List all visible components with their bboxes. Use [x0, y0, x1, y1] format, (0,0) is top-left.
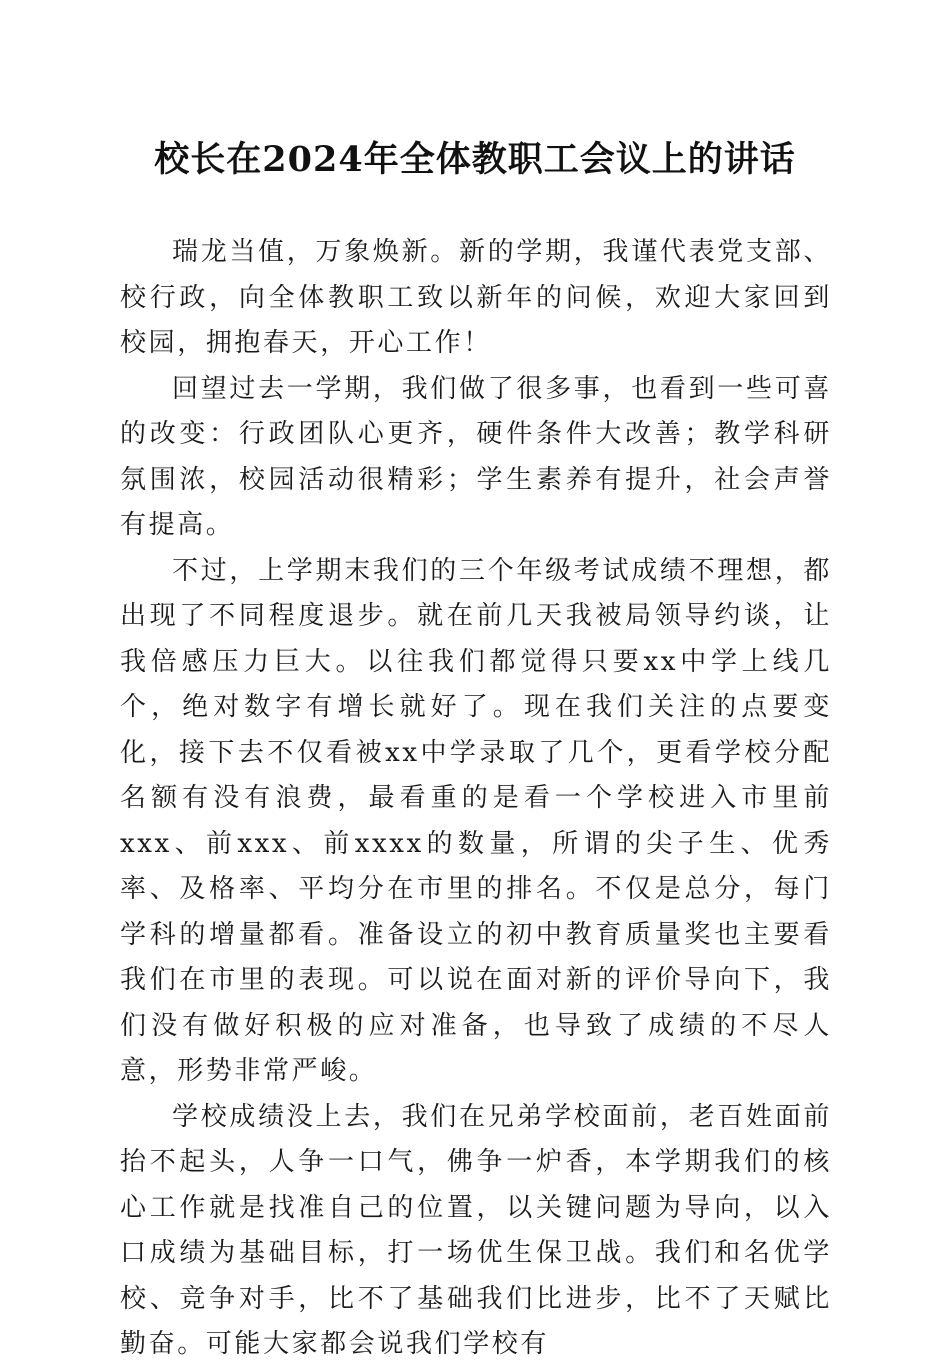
paragraph-greeting: 瑞龙当值，万象焕新。新的学期，我谨代表党支部、校行政，向全体教职工致以新年的问候，欢迎大家回到校园，拥抱春天，开心工作！ — [120, 237, 832, 358]
document-body — [120, 230, 832, 1368]
paragraph-core-work: 学校成绩没上去，我们在兄弟学校面前，老百姓面前抬不起头，人争一口气，佛争一炉香，本学期我们的核心工作就是找准自己的位置，以关键问题为导向，以入口成绩为基础目标，打一场优生保卫战。我们和名优学校、竞争对手，比不了基础我们比进步，比不了天赋比勤奋。可能大家都会说我们学校有 — [120, 1101, 832, 1359]
paragraph-problems: 不过，上学期末我们的三个年级考试成绩不理想，都出现了不同程度退步。就在前几天我被局领导约谈，让我倍感压力巨大。以往我们都觉得只要xx中学上线几个，绝对数字有增长就好了。现在我们关注的点要变化，接下去不仅看被xx中学录取了几个，更看学校分配名额有没有浪费，最看重的是看一个学校进入市里前xxx、前xxx、前xxxx的数量，所谓的尖子生、优秀率、及格率、平均分在市里的排名。不仅是总分，每门学科的增量都看。准备设立的初中教育质量奖也主要看我们在市里的表现。可以说在面对新的评价导向下，我们没有做好积极的应对准备，也导致了成绩的不尽人意，形势非常严峻。 — [120, 555, 832, 1086]
paragraph-review: 回望过去一学期，我们做了很多事，也看到一些可喜的改变：行政团队心更齐，硬件条件大改善；教学科研氛围浓，校园活动很精彩；学生素养有提升，社会声誉有提高。 — [120, 373, 832, 540]
document-title: 校长在2024年全体教职工会议上的讲话 — [154, 139, 796, 180]
